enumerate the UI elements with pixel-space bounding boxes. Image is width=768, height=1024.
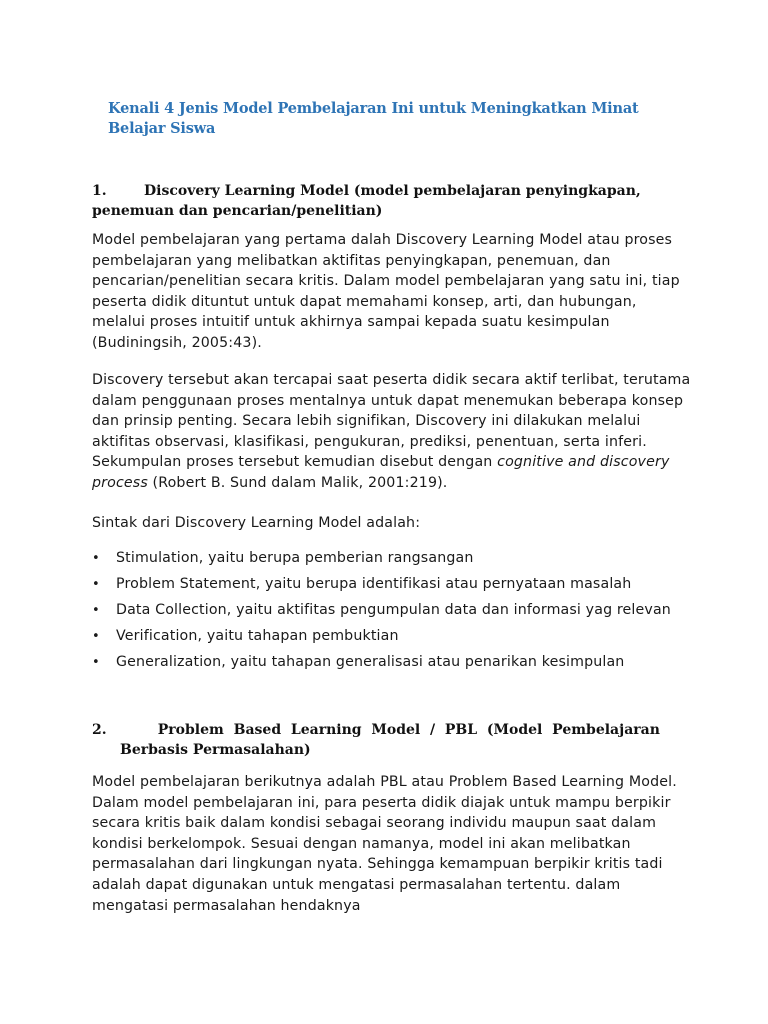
syntax-bullet-list xyxy=(92,549,692,679)
section-1-paragraph-2 xyxy=(92,370,692,494)
heading-word: PBL xyxy=(444,722,478,738)
section-2-heading xyxy=(92,720,672,760)
section-1-number: 1. xyxy=(92,183,107,199)
syntax-intro: Sintak dari Discovery Learning Model adalah: xyxy=(92,515,421,531)
heading-word: Based xyxy=(233,722,282,738)
heading-word: (Model xyxy=(486,722,543,738)
heading-word: Learning xyxy=(290,722,362,738)
section-2-number: 2. xyxy=(92,722,107,738)
list-item: • Problem Statement, yaitu berupa identifikasi atau pernyataan masalah xyxy=(92,575,692,594)
section-1-heading-line-1: Discovery Learning Model (model pembelajaran penyingkapan, xyxy=(144,183,641,199)
section-2-paragraph-1: Model pembelajaran berikutnya adalah PBL atau Problem Based Learning Model. Dalam model pembelajaran ini, para peserta didik diajak untuk mampu berpikir secara kritis baik dalam kondisi sebagai seorang individu maupun saat dalam kondisi berkelompok. Sesuai dengan namanya, model ini akan melibatkan permasalahan dari lingkungan nyata. Sehingga kemampuan berpikir kritis tadi adalah dapat digunakan untuk mengatasi permasalahan tertentu. dalam mengatasi permasalahan hendaknya xyxy=(92,774,677,914)
heading-word: / xyxy=(430,722,436,738)
heading-word: Problem xyxy=(157,722,224,738)
section-1-heading-line-2: penemuan dan pencarian/penelitian) xyxy=(92,203,383,219)
document-title: Kenali 4 Jenis Model Pembelajaran Ini untuk Meningkatkan Minat Belajar Siswa xyxy=(108,100,639,137)
list-item: • Data Collection, yaitu aktifitas pengumpulan data dan informasi yag relevan xyxy=(92,601,692,620)
section-2-heading-line-2: Berbasis Permasalahan) xyxy=(120,742,311,758)
paragraph-2-text-end: (Robert B. Sund dalam Malik, 2001:219). xyxy=(147,474,448,491)
list-item: • Generalization, yaitu tahapan generalisasi atau penarikan kesimpulan xyxy=(92,653,692,672)
list-item: • Verification, yaitu tahapan pembuktian xyxy=(92,627,692,646)
section-1-paragraph-1: Model pembelajaran yang pertama dalah Discovery Learning Model atau proses pembelajaran yang melibatkan aktifitas penyingkapan, penemuan, dan pencarian/penelitian secara kritis. Dalam model pembelajaran yang satu ini, tiap peserta didik dituntut untuk dapat memahami konsep, arti, dan hubungan, melalui proses intuitif untuk akhirnya sampai kepada suatu kesimpulan (Budiningsih, 2005:43). xyxy=(92,232,680,351)
paragraph-2-text-start: Discovery tersebut akan tercapai saat peserta didik secara aktif terlibat, terutama dalam penggunaan proses mentalnya untuk dapat menemukan beberapa konsep dan prinsip penting. Secara lebih signifikan, Discovery ini dilakukan melalui aktifitas observasi, klasifikasi, pengukuran, prediksi, penentuan, serta inferi. Sekumpulan proses tersebut kemudian disebut dengan xyxy=(92,372,691,471)
heading-word: Pembelajaran xyxy=(552,722,660,738)
section-2-heading-line-1 xyxy=(92,720,660,740)
list-item: • Stimulation, yaitu berupa pemberian rangsangan xyxy=(92,549,692,568)
section-1-heading xyxy=(92,181,672,221)
paragraph-2-italic-term: cognitive and discovery process xyxy=(92,454,670,491)
heading-word: Model xyxy=(371,722,421,738)
